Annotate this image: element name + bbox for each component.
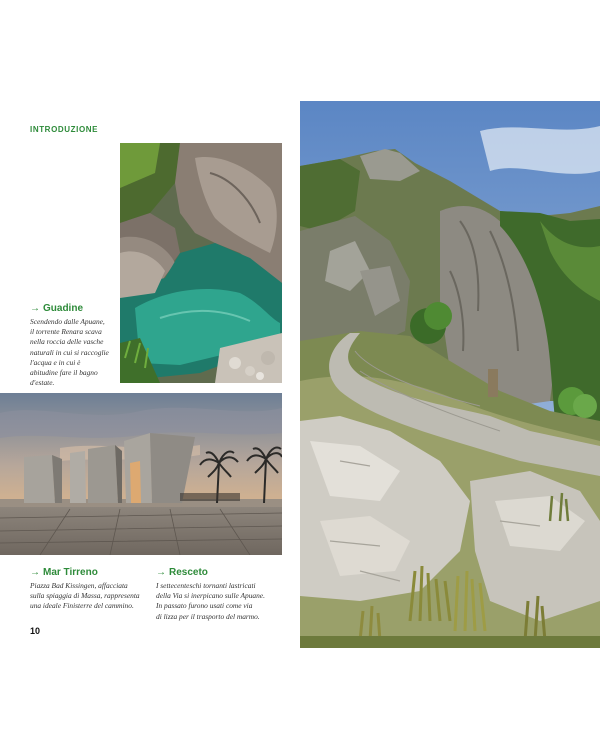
caption-guadine	[30, 303, 118, 388]
arrow-icon: →	[30, 303, 40, 314]
page-number: 10	[30, 626, 41, 636]
caption-title: → Guadine	[30, 303, 84, 314]
caption-body: Scendendo dalle Apuane, il torrente Renara scava nella roccia delle vasche naturali in cui si raccoglie l'acqua e in cui è abitudine fare il bagno d'estate.	[30, 317, 109, 388]
section-label: INTRODUZIONE	[30, 125, 99, 134]
caption-body: Piazza Bad Kissingen, affacciata sulla spiaggia di Massa, rappresenta una ideale Finisterre del cammino.	[30, 581, 140, 611]
caption-title: → Mar Tirreno	[30, 567, 98, 578]
caption-resceto	[156, 567, 282, 622]
caption-title: → Resceto	[156, 567, 208, 578]
arrow-icon: →	[30, 567, 40, 578]
caption-body: I settecenteschi tornanti lastricati della Via si inerpicano sulle Apuane. In passato furono usati come via di lizza per il trasporto del marmo.	[156, 581, 265, 621]
river-pools-photo	[120, 143, 282, 383]
caption-mar-tirreno	[30, 567, 155, 612]
seaside-monument-photo	[0, 393, 282, 555]
mountain-trail-photo	[300, 101, 600, 648]
arrow-icon: →	[156, 567, 166, 578]
